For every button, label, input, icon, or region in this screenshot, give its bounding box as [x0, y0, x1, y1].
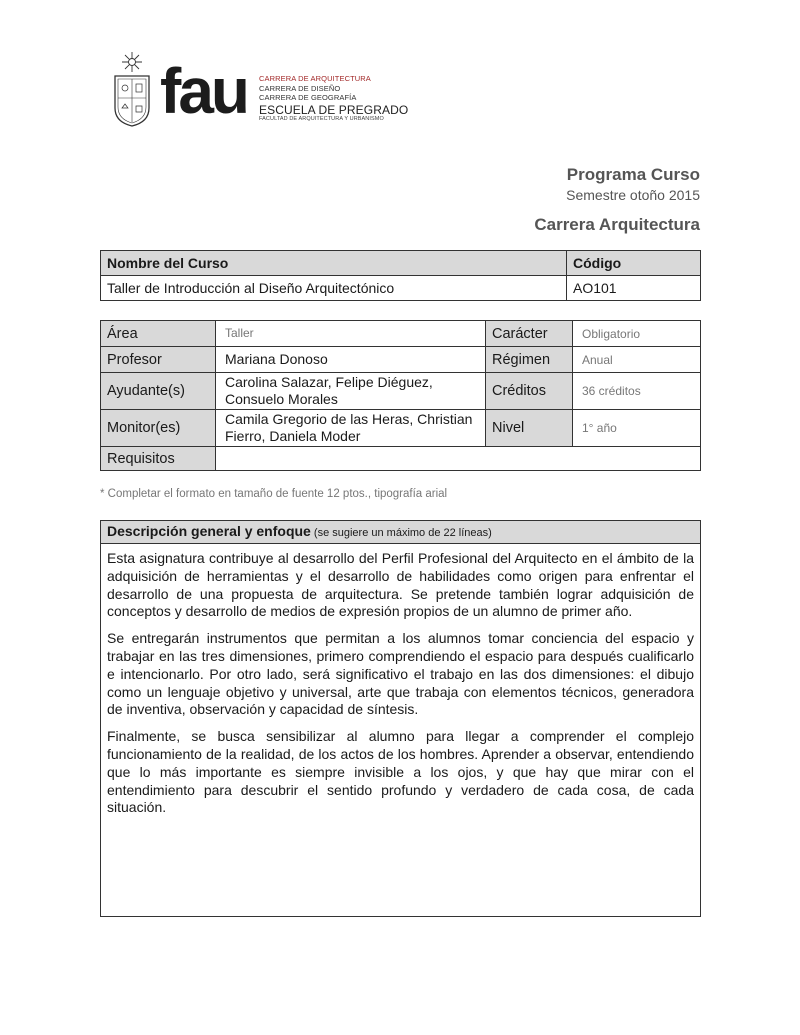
course-code-header: Código	[567, 251, 701, 276]
description-hint: (se sugiere un máximo de 22 líneas)	[310, 527, 492, 539]
requisitos-value	[216, 447, 701, 471]
course-info-table	[100, 320, 701, 471]
description-paragraph-2: Se entregarán instrumentos que permitan a los alumnos tomar conciencia del espacio y trabajar en las tres dimensiones, primero comprendiendo el espacio para después cualificarlo e intencionarlo. Por otro lado, será significativo el trabajo en las dos dimensiones: el dibujo como un lenguaje objetivo y universal, arte que trabaja con elementos técnicos, generadora de inventiva, observación y capacidad de síntesis.	[107, 630, 694, 718]
area-value: Taller	[216, 321, 486, 347]
profesor-label: Profesor	[101, 347, 216, 373]
faculty-name: FACULTAD DE ARQUITECTURA Y URBANISMO	[259, 115, 384, 122]
program-heading	[534, 165, 700, 235]
caracter-label: Carácter	[486, 321, 573, 347]
area-label: Área	[101, 321, 216, 347]
creditos-label: Créditos	[486, 373, 573, 410]
ayudantes-label: Ayudante(s)	[101, 373, 216, 410]
regimen-value: Anual	[573, 347, 701, 373]
school-name: ESCUELA DE PREGRADO	[259, 102, 409, 117]
caracter-value: Obligatorio	[573, 321, 701, 347]
career-title: Carrera Arquitectura	[534, 215, 700, 234]
course-table	[100, 250, 701, 301]
career-design: CARRERA DE DISEÑO	[259, 83, 341, 93]
description-header	[101, 521, 700, 544]
regimen-label: Régimen	[486, 347, 573, 373]
program-title: Programa Curso	[566, 165, 700, 184]
semester-label: Semestre otoño 2015	[566, 187, 700, 203]
requisitos-label: Requisitos	[101, 447, 216, 471]
description-paragraph-1: Esta asignatura contribuye al desarrollo del Perfil Profesional del Arquitecto en el ámbito de la adquisición de herramientas y el desarrollo de habilidades como origen para enfrentar el desarrollo de una propuesta de arquitectura. Se pretende también lograr adquisición de conceptos y desarrollo de medios de expresión propios de un alumno de primer año.	[107, 550, 694, 620]
career-architecture: CARRERA DE ARQUITECTURA	[259, 74, 371, 83]
monitores-value: Camila Gregorio de las Heras, Christian Fierro, Daniela Moder	[216, 410, 486, 447]
university-crest-icon	[110, 50, 154, 128]
course-name-header: Nombre del Curso	[101, 251, 567, 276]
course-code: AO101	[567, 276, 701, 301]
fau-wordmark: fau	[160, 55, 247, 127]
description-title: Descripción general y enfoque	[107, 523, 311, 539]
description-body	[101, 544, 700, 817]
format-note: * Completar el formato en tamaño de fuente 12 ptos., tipografía arial	[100, 488, 448, 500]
description-paragraph-3: Finalmente, se busca sensibilizar al alumno para llegar a comprender el complejo funcionamiento de la realidad, de los actos de los hombres. Aprender a observar, entendiendo que lo más importante es siempre invisible a los ojos, y que hay que mirar con el entendimiento para descubrir el sentido profundo y verdadero de cada cosa, de cada situación.	[107, 728, 694, 816]
description-section	[100, 520, 701, 917]
career-geography: CARRERA DE GEOGRAFÍA	[259, 93, 357, 102]
careers-list	[259, 75, 408, 124]
monitores-label: Monitor(es)	[101, 410, 216, 447]
ayudantes-value: Carolina Salazar, Felipe Diéguez, Consuelo Morales	[216, 373, 486, 410]
fau-logo	[110, 50, 410, 130]
nivel-label: Nivel	[486, 410, 573, 447]
profesor-value: Mariana Donoso	[216, 347, 486, 373]
course-name: Taller de Introducción al Diseño Arquitectónico	[101, 276, 567, 301]
nivel-value: 1° año	[573, 410, 701, 447]
creditos-value: 36 créditos	[573, 373, 701, 410]
